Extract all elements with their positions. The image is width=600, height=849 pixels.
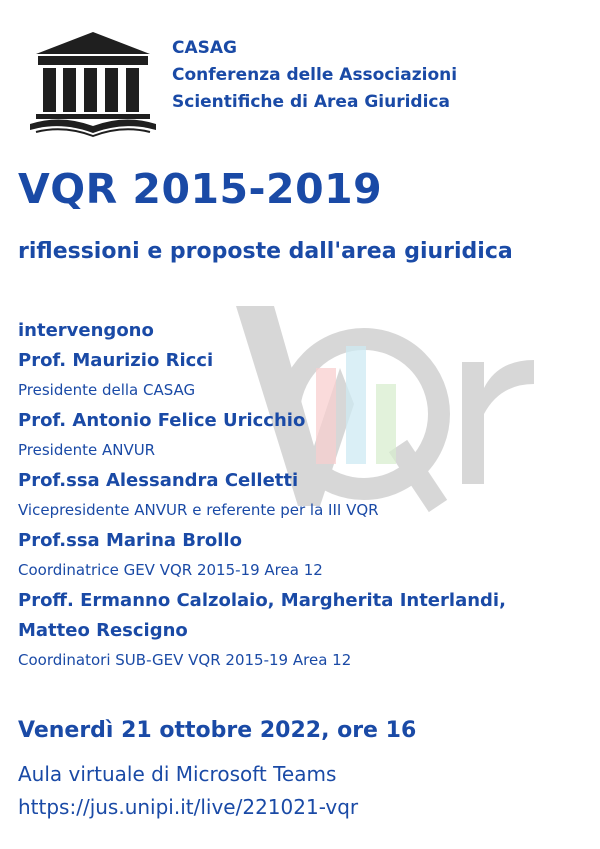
event-link[interactable]: https://jus.unipi.it/live/221021-vqr bbox=[18, 795, 359, 819]
speaker-names-subgev-line1: Proff. Ermanno Calzolaio, Margherita Interlandi, bbox=[18, 590, 506, 611]
speakers-intro: intervengono bbox=[18, 320, 154, 341]
speaker-role-ricci: Presidente della CASAG bbox=[18, 381, 196, 399]
event-date: Venerdì 21 ottobre 2022, ore 16 bbox=[18, 718, 417, 743]
venue-name: Aula virtuale di Microsoft Teams bbox=[18, 762, 337, 786]
casag-logo bbox=[28, 28, 158, 140]
org-acronym: CASAG bbox=[172, 38, 237, 58]
event-title: VQR 2015-2019 bbox=[18, 165, 383, 213]
speaker-role-uricchio: Presidente ANVUR bbox=[18, 441, 156, 459]
speakers-list bbox=[18, 316, 580, 676]
speaker-names-subgev-line2: Matteo Rescigno bbox=[18, 620, 188, 641]
speaker-role-celletti: Vicepresidente ANVUR e referente per la III VQR bbox=[18, 501, 379, 519]
speaker-role-subgev: Coordinatori SUB-GEV VQR 2015-19 Area 12 bbox=[18, 651, 352, 669]
speaker-name-celletti: Prof.ssa Alessandra Celletti bbox=[18, 470, 299, 491]
speaker-name-uricchio: Prof. Antonio Felice Uricchio bbox=[18, 410, 306, 431]
speaker-role-brollo: Coordinatrice GEV VQR 2015-19 Area 12 bbox=[18, 561, 323, 579]
event-venue bbox=[18, 758, 358, 824]
event-subtitle: riflessioni e proposte dall'area giuridica bbox=[18, 239, 513, 264]
org-name-line2: Scientifiche di Area Giuridica bbox=[172, 92, 450, 112]
speaker-name-brollo: Prof.ssa Marina Brollo bbox=[18, 530, 242, 551]
org-name-line1: Conferenza delle Associazioni bbox=[172, 65, 458, 85]
organization-name bbox=[172, 35, 457, 116]
speaker-name-ricci: Prof. Maurizio Ricci bbox=[18, 350, 214, 371]
